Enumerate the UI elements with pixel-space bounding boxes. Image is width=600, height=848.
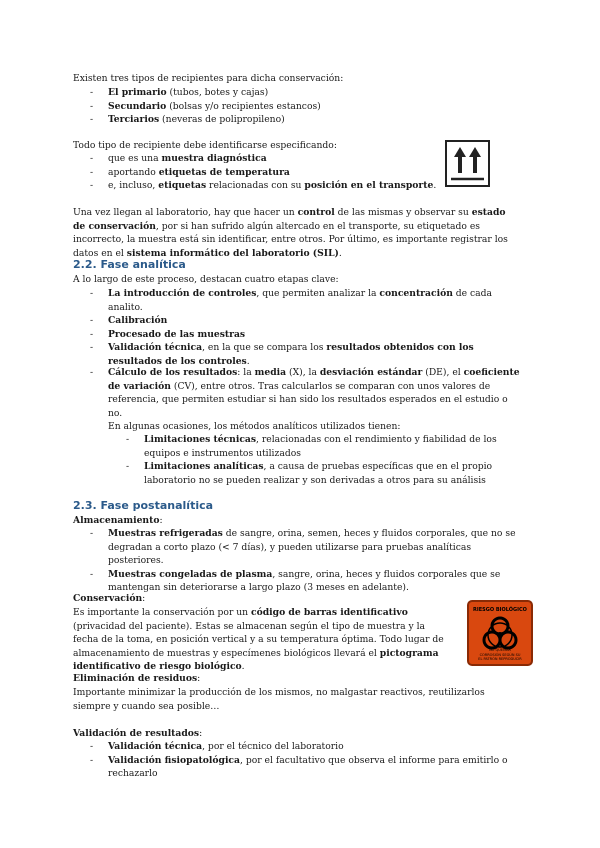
list-item: - Validación técnica, por el técnico del laboratorio — [73, 740, 523, 754]
list-item: - La introducción de controles, que permiten analizar la concentración de cada analito. — [73, 287, 523, 314]
section-heading-postanalytic: 2.3. Fase postanalítica — [73, 499, 214, 512]
list-item: - Limitaciones analíticas, a causa de pruebas específicas que en el propio laboratorio no se pueden realizar y son derivadas a otros para su análisis — [73, 460, 523, 487]
biohazard-pictogram — [467, 600, 533, 666]
list-item: - Muestras refrigeradas de sangre, orina, semen, heces y fluidos corporales, que no se degradan a corto plazo (< 7 días), y pueden utilizarse para pruebas analíticas posteriores. — [73, 527, 523, 568]
list-item: - e, incluso, etiquetas relacionadas con su posición en el transporte. — [73, 179, 523, 193]
validation-list — [73, 740, 523, 781]
limitations-intro: En algunas ocasiones, los métodos analíticos utilizados tienen: — [108, 421, 401, 432]
identification-intro: Todo tipo de recipiente debe identificarse especificando: — [73, 140, 337, 151]
waste-title: Eliminación de residuos: — [73, 673, 201, 684]
section-heading-analytic: 2.2. Fase analítica — [73, 258, 186, 271]
validation-title: Validación de resultados: — [73, 728, 203, 739]
list-item: - Validación técnica, en la que se compara los resultados obtenidos con los resultados de los controles. — [73, 341, 523, 368]
list-item: - aportando etiquetas de temperatura — [73, 166, 523, 180]
containers-list — [73, 86, 523, 127]
list-item: - Validación fisiopatológica, por el facultativo que observa el informe para emitirlo o rechazarlo — [73, 754, 523, 781]
storage-title: Almacenamiento: — [73, 515, 163, 526]
this-way-up-icon — [445, 140, 490, 187]
list-item: - Cálculo de los resultados: la media (X), la desviación estándar (DE), el coeficiente de variación (CV), entre otros. Tras calcularlos se comparan con unos valores de referencia, que permiten estudiar si han sido los resultados esperados en el estudio o no. — [73, 366, 523, 420]
waste-paragraph: Importante minimizar la producción de los mismos, no malgastar reactivos, reutilizarlos siempre y cuando sea posible… — [73, 687, 485, 712]
list-item: - Limitaciones técnicas, relacionadas con el rendimiento y fiabilidad de los equipos e instrumentos utilizados — [73, 433, 523, 460]
containers-intro: Existen tres tipos de recipientes para dicha conservación: — [73, 73, 344, 84]
conservation-title: Conservación: — [73, 593, 146, 604]
storage-list — [73, 527, 523, 595]
reception-paragraph: Una vez llegan al laboratorio, hay que hacer un control de las mismas y observar su estado de conservación, por si han sufrido algún altercado en el transporte, su etiquetado es incorrecto, la muestra está sin identificar, entre otros. Por último, es importante registrar los datos en el sistema informático del laboratorio (SIL). — [73, 207, 508, 259]
list-item: - Secundario (bolsas y/o recipientes estancos) — [73, 100, 523, 114]
biohazard-footer: NO QUEMAR CORROSIÓN SEGÚN SU EL PATRÓN REPRODUCIR — [478, 648, 522, 661]
list-item: - Terciarios (neveras de polipropileno) — [73, 113, 523, 127]
limitations-list — [73, 433, 523, 487]
list-item: - Calibración — [73, 314, 523, 328]
analytic-list — [73, 287, 523, 368]
analytic-intro: A lo largo de este proceso, destacan cuatro etapas clave: — [73, 274, 339, 285]
list-item: - Muestras congeladas de plasma, sangre, orina, heces y fluidos corporales que se mantengan sin deteriorarse a largo plazo (3 meses en adelante). — [73, 568, 523, 595]
list-item: - Procesado de las muestras — [73, 328, 523, 342]
list-item: - que es una muestra diagnóstica — [73, 152, 523, 166]
list-item: - El primario (tubos, botes y cajas) — [73, 86, 523, 100]
conservation-paragraph: Es importante la conservación por un código de barras identificativo (privacidad del paciente). Estas se almacenan según el tipo de muestra y la fecha de la toma, en posición vertical y a su temperatura óptima. Todo lugar de almacenamiento de muestras y especímenes biológicos llevará el pictograma identificativo de riesgo biológico. — [73, 607, 444, 672]
calculation-item — [73, 366, 523, 420]
biohazard-title: RIESGO BIOLÓGICO — [473, 607, 527, 613]
